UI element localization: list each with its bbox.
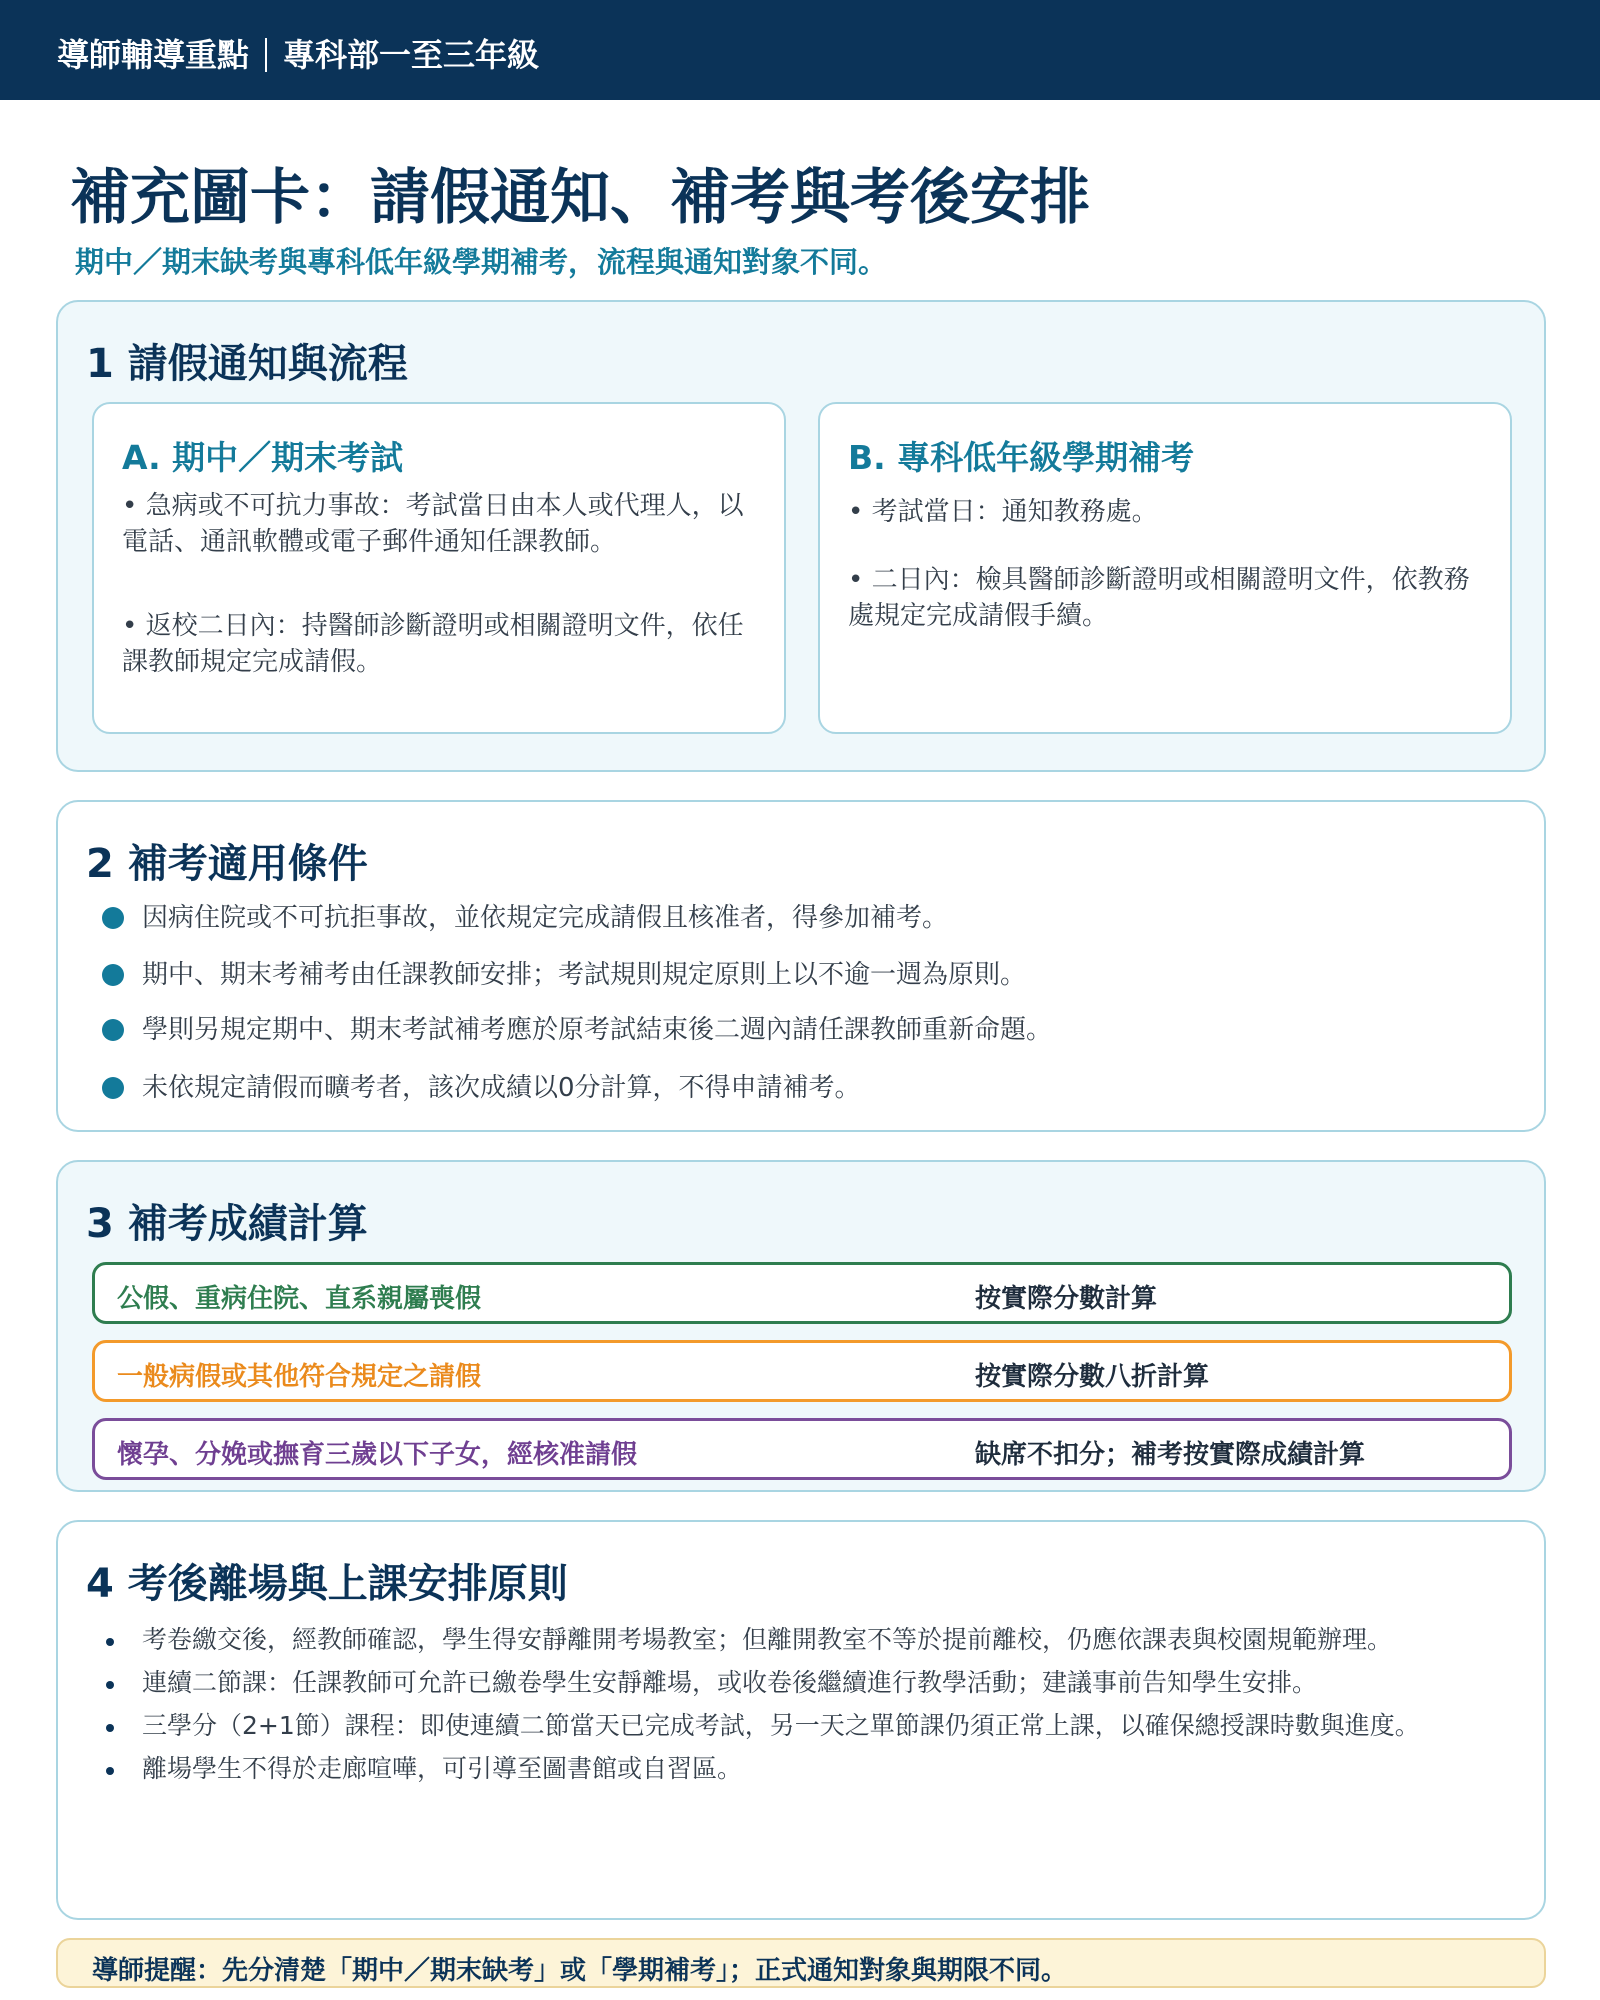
midterm-final-box (92, 402, 786, 734)
section-title: 3 補考成績計算 (86, 1201, 368, 1247)
header-text (57, 30, 539, 76)
section-title: 4 考後離場與上課安排原則 (86, 1561, 568, 1607)
list-item (102, 1012, 1514, 1048)
section-post-exam-arrangement (56, 1520, 1546, 1920)
list-item-text: 學則另規定期中、期末考試補考應於原考試結束後二週內請任課教師重新命題。 (142, 1015, 1053, 1045)
page-subtitle: 期中／期末缺考與專科低年級學期補考，流程與通知對象不同。 (75, 245, 888, 279)
list-item (102, 1708, 1514, 1744)
bullet-dot-icon (106, 1724, 114, 1732)
semester-makeup-box (818, 402, 1512, 734)
bullet-dot-icon (106, 1638, 114, 1646)
bullet-dot-icon (102, 964, 124, 986)
header-right: 專科部一至三年級 (283, 36, 540, 74)
box-title: A. 期中／期末考試 (122, 438, 404, 477)
section-makeup-grading (56, 1160, 1546, 1492)
list-item (102, 957, 1514, 993)
list-item-text: 未依規定請假而曠考者，該次成績以0分計算，不得申請補考。 (142, 1073, 861, 1103)
grading-row (92, 1418, 1512, 1480)
list-item-text: 期中、期末考補考由任課教師安排；考試規則規定原則上以不逾一週為原則。 (142, 960, 1027, 990)
box-item: • 返校二日內：持醫師診斷證明或相關證明文件，依任課教師規定完成請假。 (122, 611, 744, 677)
list-item (102, 1070, 1514, 1106)
list-item (102, 1751, 1514, 1787)
list-item (102, 1622, 1514, 1658)
grading-result: 缺席不扣分；補考按實際成績計算 (975, 1440, 1366, 1470)
header-left: 導師輔導重點 (57, 36, 250, 74)
list-item-text: 三學分（2+1節）課程：即使連續二節當天已完成考試，另一天之單節課仍須正常上課，以確保總授課時數與進度。 (142, 1711, 1420, 1740)
grading-row (92, 1262, 1512, 1324)
box-item: • 考試當日：通知教務處。 (848, 497, 1158, 527)
grading-row (92, 1340, 1512, 1402)
box-item: • 二日內：檢具醫師診斷證明或相關證明文件，依教務處規定完成請假手續。 (848, 565, 1470, 631)
bullet-dot-icon (106, 1681, 114, 1689)
list-item (102, 900, 1514, 936)
grading-condition: 一般病假或其他符合規定之請假 (117, 1362, 482, 1392)
page-header (0, 0, 1600, 100)
bullet-dot-icon (102, 907, 124, 929)
list-item-text: 連續二節課：任課教師可允許已繳卷學生安靜離場，或收卷後繼續進行教學活動；建議事前告知學生安排。 (142, 1668, 1318, 1697)
list-item-text: 離場學生不得於走廊喧嘩，可引導至圖書館或自習區。 (142, 1754, 743, 1783)
bullet-dot-icon (102, 1019, 124, 1041)
section-leave-notice (56, 300, 1546, 772)
page-title: 補充圖卡：請假通知、補考與考後安排 (70, 163, 1090, 233)
grading-result: 按實際分數計算 (975, 1284, 1158, 1314)
box-title: B. 專科低年級學期補考 (848, 438, 1195, 477)
bullet-dot-icon (106, 1767, 114, 1775)
grading-condition: 公假、重病住院、直系親屬喪假 (117, 1284, 482, 1314)
list-item-text: 因病住院或不可抗拒事故，並依規定完成請假且核准者，得參加補考。 (142, 903, 949, 933)
section-makeup-conditions (56, 800, 1546, 1132)
tutor-reminder-banner (56, 1938, 1546, 1988)
list-item (102, 1665, 1514, 1701)
section-title: 2 補考適用條件 (86, 841, 368, 887)
section-title: 1 請假通知與流程 (86, 341, 408, 387)
grading-result: 按實際分數八折計算 (975, 1362, 1210, 1392)
list-item-text: 考卷繳交後，經教師確認，學生得安靜離開考場教室；但離開教室不等於提前離校，仍應依課表與校園規範辦理。 (142, 1625, 1393, 1654)
grading-condition: 懷孕、分娩或撫育三歲以下子女，經核准請假 (117, 1440, 638, 1470)
reminder-text: 導師提醒：先分清楚「期中／期末缺考」或「學期補考」；正式通知對象與期限不同。 (92, 1956, 1068, 1986)
bullet-dot-icon (102, 1077, 124, 1099)
box-item: • 急病或不可抗力事故：考試當日由本人或代理人，以電話、通訊軟體或電子郵件通知任課教師。 (122, 491, 744, 557)
header-divider (265, 38, 267, 72)
